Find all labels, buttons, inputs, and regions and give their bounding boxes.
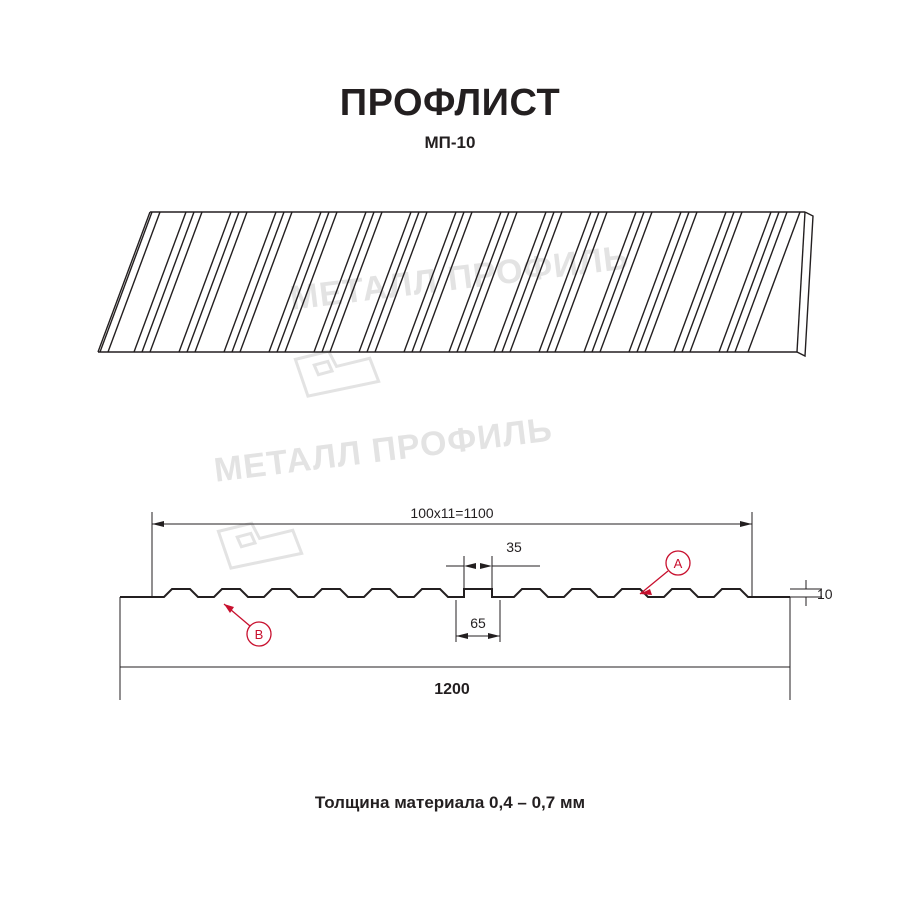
dimension-label-overall-width: 1200 bbox=[434, 681, 470, 698]
dimension-label-overall-top: 100x11=1100 bbox=[410, 505, 494, 521]
material-thickness-note: Толщина материала 0,4 – 0,7 мм bbox=[314, 793, 586, 812]
dimension-label-rib-top: 35 bbox=[506, 539, 522, 555]
watermark-text-top: МЕТАЛЛ ПРОФИЛЬ bbox=[288, 238, 631, 318]
callout-b-label: B bbox=[254, 627, 264, 642]
watermark-text-bottom: МЕТАЛЛ ПРОФИЛЬ bbox=[212, 410, 555, 490]
isometric-profile-sheet bbox=[98, 212, 813, 356]
cross-section-profile bbox=[120, 589, 790, 667]
page-title: ПРОФЛИСТ bbox=[339, 82, 561, 124]
product-code: МП-10 bbox=[424, 133, 476, 152]
callout-b bbox=[224, 604, 271, 646]
isometric-ribs bbox=[100, 212, 800, 352]
dimension-label-height: 10 bbox=[817, 586, 833, 602]
callout-a-label: A bbox=[673, 556, 683, 571]
dimension-overall-top bbox=[152, 512, 752, 596]
dimension-label-rib-bottom: 65 bbox=[470, 615, 486, 631]
